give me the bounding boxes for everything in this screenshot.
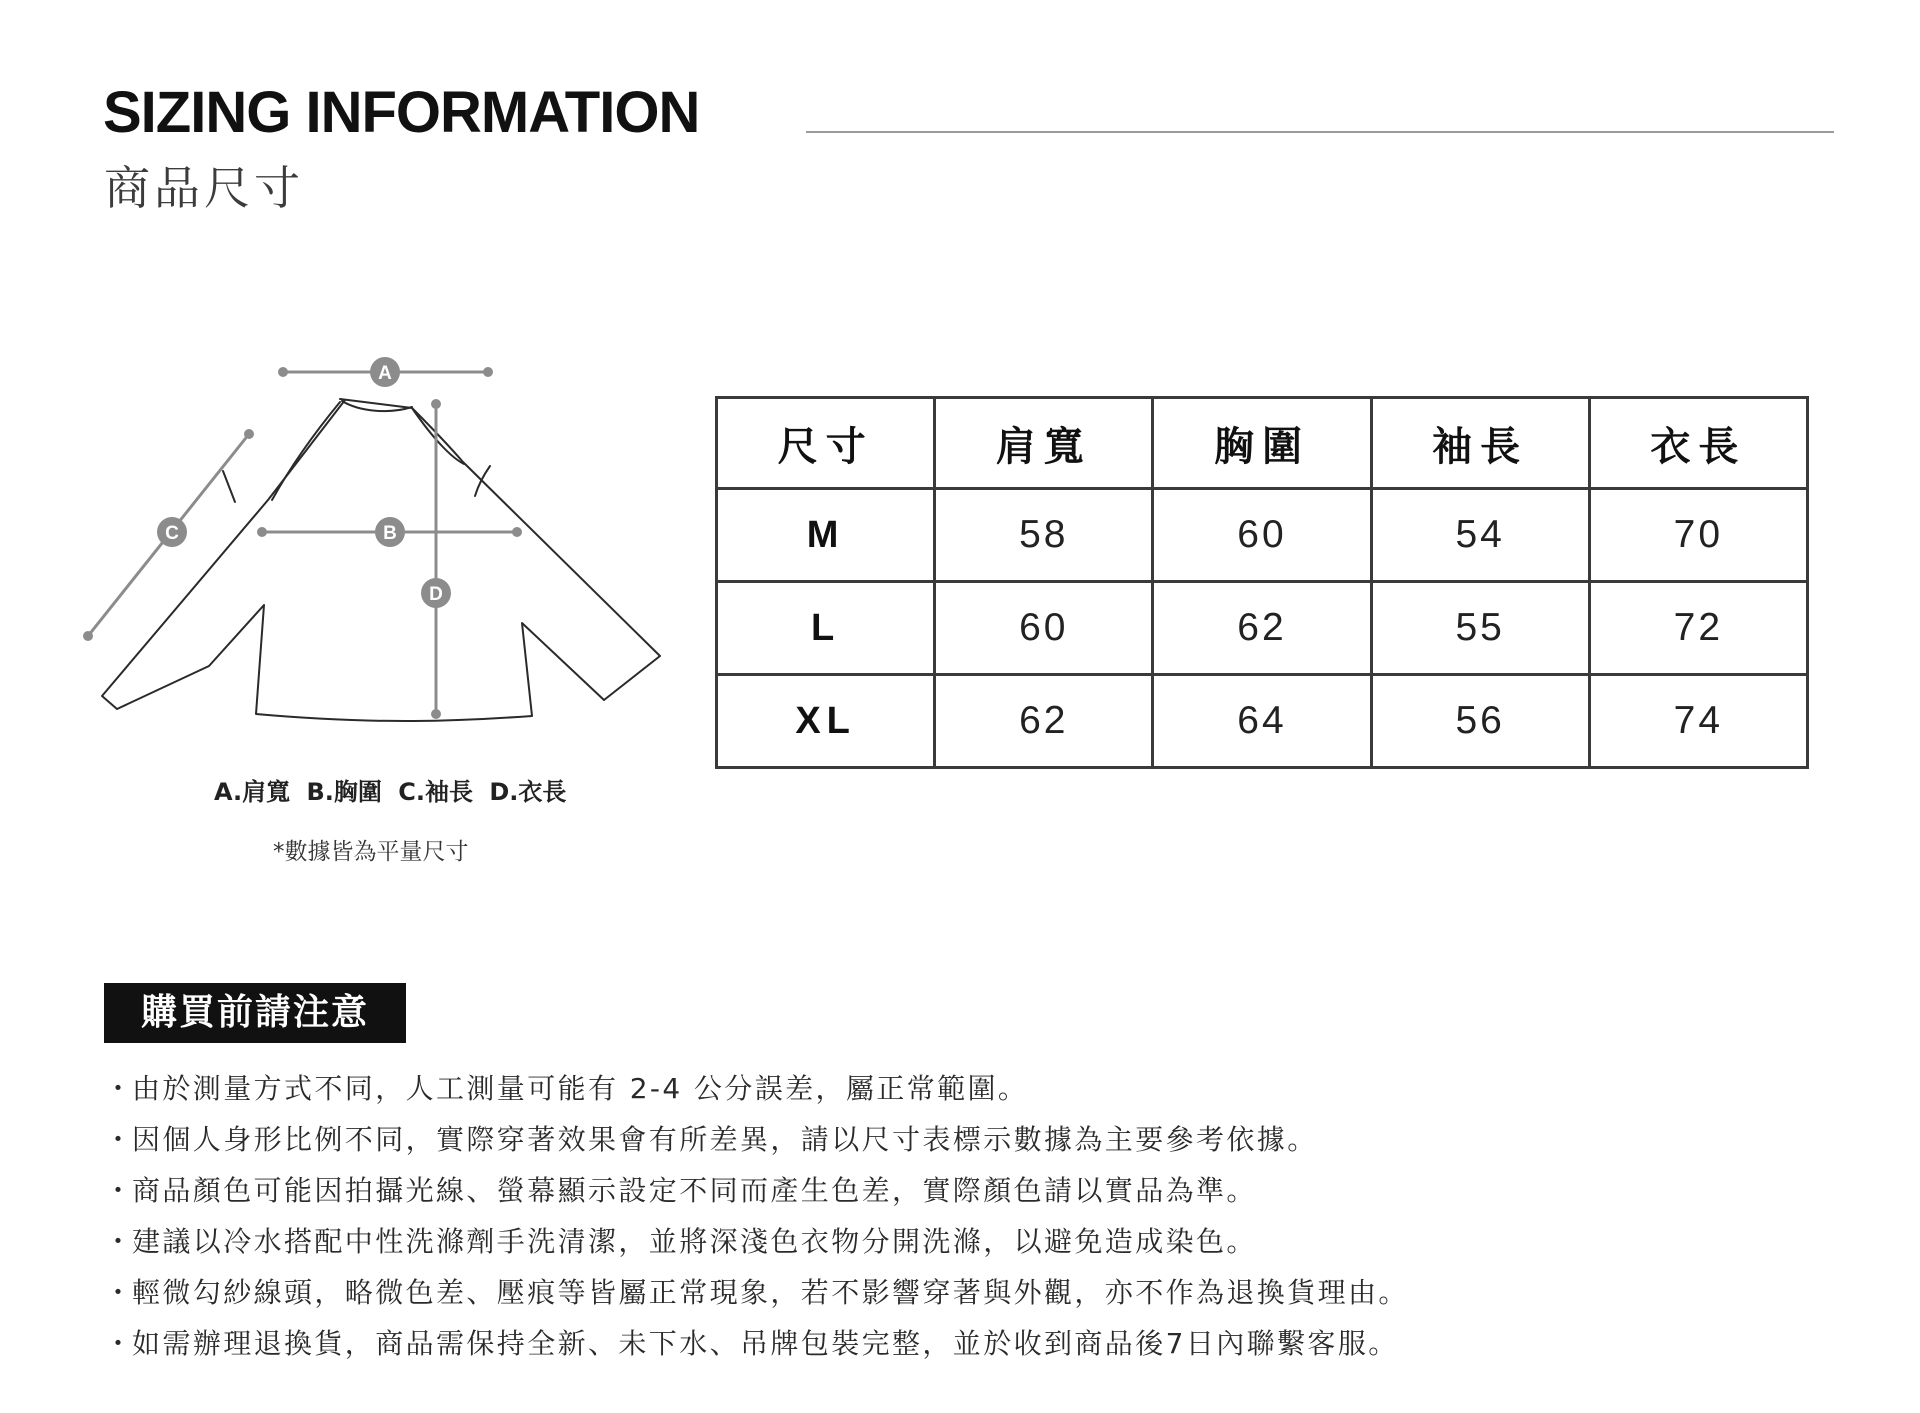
table-cell: 64 xyxy=(1153,675,1371,768)
measure-point xyxy=(512,527,522,537)
list-item xyxy=(104,1267,1409,1318)
list-item xyxy=(104,1318,1409,1369)
table-cell: 74 xyxy=(1589,675,1807,768)
notice-title: 購買前請注意 xyxy=(104,983,406,1043)
marker-b-label: B xyxy=(383,523,397,544)
marker-d xyxy=(421,578,451,608)
notice-text: 輕微勾紗線頭，略微色差、壓痕等皆屬正常現象，若不影響穿著與外觀，亦不作為退換貨理由。 xyxy=(132,1276,1409,1309)
size-table xyxy=(715,396,1809,769)
table-cell: 58 xyxy=(935,489,1153,582)
bullet-icon: ・ xyxy=(104,1327,135,1360)
list-item xyxy=(104,1165,1409,1216)
marker-d-label: D xyxy=(429,584,443,605)
measure-point xyxy=(431,399,441,409)
marker-a xyxy=(370,357,400,387)
notice-text: 由於測量方式不同，人工測量可能有 2-4 公分誤差，屬正常範圍。 xyxy=(132,1072,1029,1105)
legend-item-a: A.肩寬 xyxy=(214,778,291,806)
table-row xyxy=(717,489,1808,582)
marker-c-label: C xyxy=(165,523,179,544)
table-cell: 62 xyxy=(935,675,1153,768)
garment-outline xyxy=(102,399,660,721)
marker-c xyxy=(157,517,187,547)
measure-point xyxy=(257,527,267,537)
table-header-row xyxy=(717,398,1808,489)
legend-item-d: D.衣長 xyxy=(489,778,567,806)
title-divider xyxy=(806,131,1834,133)
list-item xyxy=(104,1114,1409,1165)
table-header-cell: 肩寬 xyxy=(935,398,1153,489)
legend-item-c: C.袖長 xyxy=(398,778,474,806)
notice-text: 如需辦理退換貨，商品需保持全新、未下水、吊牌包裝完整，並於收到商品後7日內聯繫客服。 xyxy=(132,1327,1399,1360)
measure-point xyxy=(244,429,254,439)
table-cell: 55 xyxy=(1371,582,1589,675)
notice-text: 因個人身形比例不同，實際穿著效果會有所差異，請以尺寸表標示數據為主要參考依據。 xyxy=(132,1123,1318,1156)
table-header-cell: 袖長 xyxy=(1371,398,1589,489)
garment-left-cuff-line xyxy=(223,471,235,502)
table-cell: 72 xyxy=(1589,582,1807,675)
table-row xyxy=(717,582,1808,675)
bullet-icon: ・ xyxy=(104,1123,135,1156)
page-subtitle: 商品尺寸 xyxy=(104,161,304,215)
page-title: SIZING INFORMATION xyxy=(103,80,700,145)
legend-item-b: B.胸圍 xyxy=(306,778,382,806)
size-label-cell: XL xyxy=(717,675,935,768)
table-cell: 60 xyxy=(935,582,1153,675)
table-row xyxy=(717,675,1808,768)
diagram-legend xyxy=(214,774,574,810)
table-cell: 56 xyxy=(1371,675,1589,768)
bullet-icon: ・ xyxy=(104,1072,135,1105)
marker-a-label: A xyxy=(378,363,392,384)
measure-point xyxy=(483,367,493,377)
bullet-icon: ・ xyxy=(104,1225,135,1258)
list-item xyxy=(104,1063,1409,1114)
notice-text: 商品顏色可能因拍攝光線、螢幕顯示設定不同而產生色差，實際顏色請以實品為準。 xyxy=(132,1174,1257,1207)
garment-measurement-diagram xyxy=(70,352,670,732)
measure-point xyxy=(431,709,441,719)
table-cell: 70 xyxy=(1589,489,1807,582)
notice-list xyxy=(104,1063,1409,1369)
table-header-cell: 尺寸 xyxy=(717,398,935,489)
table-cell: 54 xyxy=(1371,489,1589,582)
marker-b xyxy=(375,517,405,547)
table-header-cell: 衣長 xyxy=(1589,398,1807,489)
measure-point xyxy=(278,367,288,377)
list-item xyxy=(104,1216,1409,1267)
notice-text: 建議以冷水搭配中性洗滌劑手洗清潔，並將深淺色衣物分開洗滌，以避免造成染色。 xyxy=(132,1225,1257,1258)
size-label-cell: M xyxy=(717,489,935,582)
table-header-cell: 胸圍 xyxy=(1153,398,1371,489)
size-label-cell: L xyxy=(717,582,935,675)
table-cell: 60 xyxy=(1153,489,1371,582)
bullet-icon: ・ xyxy=(104,1276,135,1309)
measurement-note: *數據皆為平量尺寸 xyxy=(273,839,469,865)
measure-point xyxy=(83,631,93,641)
table-cell: 62 xyxy=(1153,582,1371,675)
bullet-icon: ・ xyxy=(104,1174,135,1207)
